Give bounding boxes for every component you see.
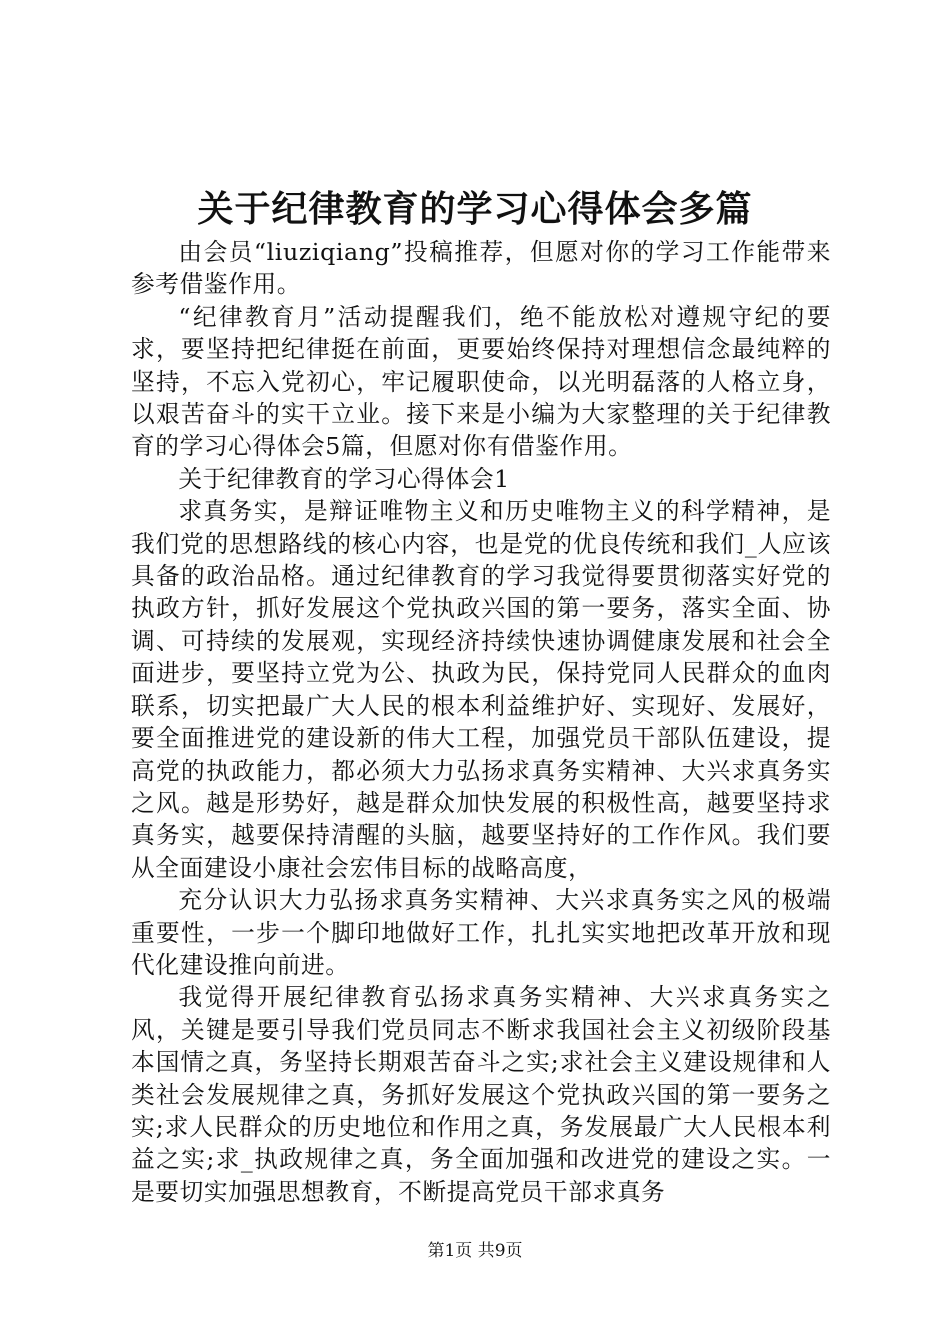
body-paragraph-2: 充分认识大力弘扬求真务实精神、大兴求真务实之风的极端重要性，一步一个脚印地做好工作，扎扎实实地把改革开放和现代化建设推向前进。: [131, 886, 831, 979]
document-title: 关于纪律教育的学习心得体会多篇: [197, 188, 753, 230]
page-footer: 第1页 共9页: [427, 1241, 523, 1261]
body-paragraph-1: 求真务实，是辩证唯物主义和历史唯物主义的科学精神，是我们党的思想路线的核心内容，也是党的优良传统和我们_人应该具备的政治品格。通过纪律教育的学习我觉得要贯彻落实好党的执政方针，抓好发展这个党执政兴国的第一要务，落实全面、协调、可持续的发展观，实现经济持续快速协调健康发展和社会全面进步，要坚持立党为公、执政为民，保持党同人民群众的血肉联系，切实把最广大人民的根本利益维护好、实现好、发展好，要全面推进党的建设新的伟大工程，加强党员干部队伍建设，提高党的执政能力，都必须大力弘扬求真务实精神、大兴求真务实之风。越是形势好，越是群众加快发展的积极性高，越要坚持求真务实，越要保持清醒的头脑，越要坚持好的工作作风。我们要从全面建设小康社会宏伟目标的战略高度，: [131, 497, 831, 882]
intro-paragraph: 由会员“liuziqiang”投稿推荐，但愿对你的学习工作能带来参考借鉴作用。: [131, 238, 831, 299]
document-body: [131, 236, 831, 1208]
summary-paragraph: “纪律教育月”活动提醒我们，绝不能放松对遵规守纪的要求，要坚持把纪律挺在前面，更要始终保持对理想信念最纯粹的坚持，不忘入党初心，牢记履职使命，以光明磊落的人格立身，以艰苦奋斗的实干立业。接下来是小编为大家整理的关于纪律教育的学习心得体会5篇，但愿对你有借鉴作用。: [131, 302, 831, 461]
body-paragraph-3: 我觉得开展纪律教育弘扬求真务实精神、大兴求真务实之风，关键是要引导我们党员同志不断求我国社会主义初级阶段基本国情之真，务坚持长期艰苦奋斗之实;求社会主义建设规律和人类社会发展规律之真，务抓好发展这个党执政兴国的第一要务之实;求人民群众的历史地位和作用之真，务发展最广大人民根本利益之实;求_执政规律之真，务全面加强和改进党的建设之实。一是要切实加强思想教育，不断提高党员干部求真务: [131, 983, 831, 1206]
section-heading: 关于纪律教育的学习心得体会1: [178, 464, 510, 493]
